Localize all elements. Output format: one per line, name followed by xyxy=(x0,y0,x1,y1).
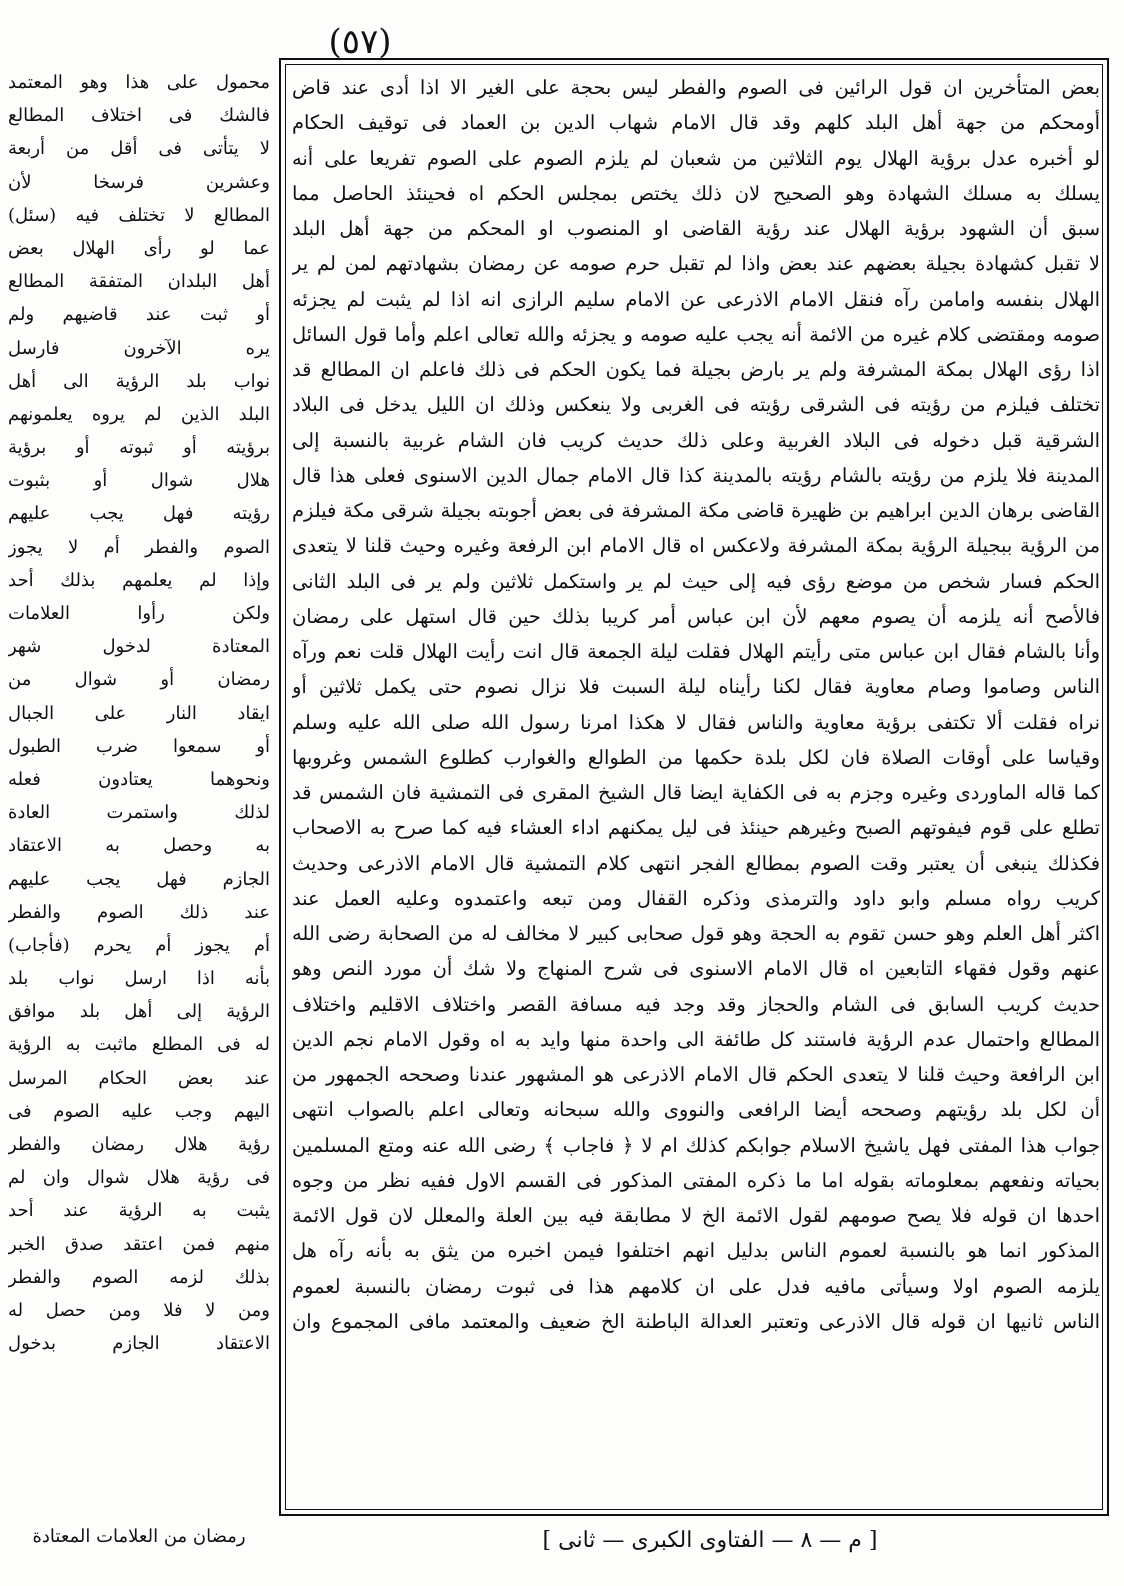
margin-text-line: الجازم فهل يجب عليهم xyxy=(8,868,270,890)
main-text-line: نراه فقلت ألا تكتفى برؤية معاوية والناس فقال لا هكذا امرنا رسول الله صلى الله عليه وسلم xyxy=(292,710,1100,734)
main-text-line: وأنا بالشام فقال ابن عباس متى رأيتم الهلال فقلت ليلة الجمعة قال انت رأيت الهلال قلت نعم ورآه xyxy=(292,640,1100,663)
page-footer: [ م — ٨ — الفتاوى الكبرى — ثانى ] xyxy=(542,1528,878,1553)
page-number: (٥٧) xyxy=(328,22,392,62)
main-text-line: لا تقبل كشهادة بجيلة بعضهم عند بعض واذا لم تقبل حرم صومه عن رمضان بشهادتهم لمن لم ير xyxy=(292,252,1100,276)
margin-text-line: رؤيته فهل يجب عليهم xyxy=(8,503,270,525)
margin-text-line: منهم فمن اعتقد صدق الخبر xyxy=(8,1233,270,1255)
margin-text-line: فالشك فى اختلاف المطالع xyxy=(8,105,270,127)
main-text-line: الشرقية قبل دخوله فى البلاد الغربية وعلى ذلك حديث كريب فان الشام غربية بالنسبة إلى xyxy=(292,428,1100,452)
main-text-line: الهلال بنفسه وامامن رآه فنقل الامام الاذرعى عن الامام سليم الرازى انه اذا لم يثبت لم يجزئه xyxy=(292,287,1100,311)
main-text-line: جواب هذا المفتى فهل ياشيخ الاسلام جوابكم كذلك ام لا ﴿ فاجاب ﴾ رضى الله عنه ومتع المسلمين xyxy=(292,1133,1100,1157)
margin-text-line: اليهم وجب عليه الصوم فى xyxy=(8,1100,270,1122)
margin-text-line: المطالع لا تختلف فيه (سئل) xyxy=(8,204,270,226)
main-text-line: فكذلك ينبغى أن يعتبر وقت الصوم بمطالع الفجر انتهى كلام التمشية قال الامام الاذرعى وحديث xyxy=(292,851,1100,875)
main-text-line: يسلك به مسلك الشهادة وهو الصحيح لان ذلك يختص بمجلس الحكم اه فحينئذ الحاصل مما xyxy=(292,181,1100,205)
margin-catchword: رمضان من العلامات المعتادة xyxy=(32,1526,246,1547)
margin-text-line: لا يتأتى فى أقل من أربعة xyxy=(8,138,270,160)
main-text-line: أن لكل بلد رؤيتهم وصححه أيضا الرافعى والنووى والله سبحانه وتعالى اعلم بالصواب انتهى xyxy=(292,1098,1100,1122)
main-text-line: بعض المتأخرين ان قول الرائين فى الصوم والفطر ليس بحجة على الغير الا اذا أدى عند قاض xyxy=(292,76,1100,99)
margin-text-line: يره الآخرون فارسل xyxy=(8,337,270,359)
margin-text-line: وإذا لم يعلمهم بذلك أحد xyxy=(8,569,270,591)
margin-text-line: الاعتقاد الجازم بدخول xyxy=(8,1333,270,1355)
main-text-column xyxy=(292,70,1100,1339)
margin-text-line: هلال شوال أو بثبوت xyxy=(8,470,270,492)
margin-text-line: بأنه اذا ارسل نواب بلد xyxy=(8,968,270,990)
main-text-line: الحكم فسار شخص من موضع رؤى فيه إلى حيث لم ير واستكمل ثلاثين ولم ير فى البلد الثانى xyxy=(292,569,1100,593)
margin-text-line: الرؤية إلى أهل بلد موافق xyxy=(8,1001,270,1023)
margin-text-column xyxy=(8,66,270,1360)
main-text-line: كريب رواه مسلم وابو داود والترمذى وذكره القفال ومن تبعه واعتمدوه وعليه العمل عند xyxy=(292,886,1100,910)
main-text-line: الناس وصاموا وصام معاوية فقال لكنا رأيناه ليلة السبت فلا نزال نصوم حتى يكمل ثلاثين أو xyxy=(292,675,1100,699)
main-text-line: صومه ومقتضى كلام غيره من الائمة أنه يجب عليه صومه و يجزئه والله تعالى اعلم وأما قول السائل xyxy=(292,322,1100,346)
margin-text-line: بذلك لزمه الصوم والفطر xyxy=(8,1266,270,1288)
main-text-line: وقياسا على أوقات الصلاة فان لكل بلدة حكمها من الطوالع والغوارب كطلوع الشمس وغروبها xyxy=(292,745,1100,769)
margin-text-line: ونحوهما يعتادون فعله xyxy=(8,768,270,790)
main-text-line: كما قاله الماوردى وغيره وجزم به فى الكفاية ايضا قال الشيخ المقرى فى التمشية فان الشمس قد xyxy=(292,781,1100,804)
main-text-line: تطلع على قوم فيفوتهم الصبح وغيرهم حينئذ فى ليل يمكنهم اداء العشاء فيه كما صرح به الاصحاب xyxy=(292,816,1100,840)
margin-text-line: الصوم والفطر أم لا يجوز xyxy=(8,536,270,558)
margin-text-line: أم يجوز أم يحرم (فأجاب) xyxy=(8,934,270,956)
margin-text-line: عما لو رأى الهلال بعض xyxy=(8,237,270,259)
margin-text-line: لذلك واستمرت العادة xyxy=(8,802,270,824)
margin-text-line: أهل البلدان المتفقة المطالع xyxy=(8,271,270,293)
main-text-line: المدينة فلا يلزم من رؤيته بالشام رؤيته بالمدينة كذا قال الامام جمال الدين الاسنوى فعلى هذا قال xyxy=(292,463,1100,487)
main-text-line: بحياته ونفعهم بمعلوماته بقوله اما ما ذكره المفتى المذكور فى القسم الاول ففيه نظر من وجوه xyxy=(292,1168,1100,1192)
margin-text-line: ولكن رأوا العلامات xyxy=(8,603,270,624)
margin-text-line: أو ثبت عند قاضيهم ولم xyxy=(8,304,270,326)
margin-text-line: المعتادة لدخول شهر xyxy=(8,636,270,658)
main-text-line: فالأصح أنه يلزمه أن يصوم معهم لأن ابن عباس أمر كريبا بذلك حين قال استهل على رمضان xyxy=(292,604,1100,628)
main-text-line: ابن الرافعة وحيث قلنا لا يتعدى الحكم قال الامام الاذرعى هو المشهور عندنا وصححه الجمهور من xyxy=(292,1063,1100,1086)
margin-text-line: نواب بلد الرؤية الى أهل xyxy=(8,370,270,392)
main-text-line: اذا رؤى الهلال بمكة المشرفة ولم ير بارض بجيلة فما يكون الحكم فى ذلك فاعلم ان المطالع قد xyxy=(292,358,1100,381)
margin-text-line: ومن لا فلا ومن حصل له xyxy=(8,1299,270,1321)
main-text-line: تختلف فيلزم من رؤيته فى الشرقى رؤيته فى الغربى ولا ينعكس وذلك ان الليل يدخل فى البلاد xyxy=(292,393,1100,417)
margin-text-line: يثبت به الرؤية عند أحد xyxy=(8,1200,270,1222)
main-text-line: سبق أن الشهود برؤية الهلال عند رؤية القاضى او المنصوب او المحكم من جهة أهل البلد xyxy=(292,217,1100,240)
margin-text-line: برؤيته أو ثبوته أو برؤية xyxy=(8,437,270,459)
main-text-line: المطالع واحتمال عدم الرؤية فاستند كل طائفة الى واحدة منها وايد به اه وقول الامام نجم الدين xyxy=(292,1027,1100,1051)
margin-text-line: رؤية هلال رمضان والفطر xyxy=(8,1134,270,1155)
margin-text-line: به وحصل به الاعتقاد xyxy=(8,835,270,857)
margin-text-line: أو سمعوا ضرب الطبول xyxy=(8,735,270,757)
main-text-line: احدها ان قوله فلا يصح صومهم لقول الائمة الخ لا مطابقة فيه بين العلة والمعلل لان قول الائمة xyxy=(292,1204,1100,1227)
main-text-line: من الرؤية ببجيلة الرؤية بمكة المشرفة ولاعكس اه قال الامام ابن الرفعة وغيره وحيث قلنا لا يتعدى xyxy=(292,534,1100,558)
main-text-line: عنهم وقول فقهاء التابعين اه قال الامام الاسنوى فى شرح المنهاج ولا شك أن مورد النص وهو xyxy=(292,957,1100,981)
margin-text-line: البلد الذين لم يروه يعلمونهم xyxy=(8,403,270,425)
main-text-line: الناس ثانيها ان قوله قال الاذرعى وتعتبر العدالة الباطنة الخ ضعيف والمعتمد مافى المجموع وان xyxy=(292,1309,1100,1333)
margin-text-line: عند بعض الحكام المرسل xyxy=(8,1067,270,1089)
margin-text-line: وعشرين فرسخا لأن xyxy=(8,171,270,193)
main-text-line: المذكور انما هو بالنسبة لعموم الناس بدليل انهم اختلفوا فيمن اخبره من يثق به بأنه رآه هل xyxy=(292,1239,1100,1263)
main-text-line: يلزمه الصوم اولا وسيأتى مافيه فدل على ان كلامهم هذا فى ثبوت رمضان بالنسبة لعموم xyxy=(292,1274,1100,1298)
main-text-line: اكثر أهل العلم وهو حسن تقوم به الحجة وهو قول صحابى كبير لا مخالف له من الصحابة رضى الله xyxy=(292,922,1100,945)
margin-text-line: عند ذلك الصوم والفطر xyxy=(8,901,270,923)
margin-text-line: ايقاد النار على الجبال xyxy=(8,702,270,724)
margin-text-line: فى رؤية هلال شوال وان لم xyxy=(8,1167,270,1189)
margin-text-line: رمضان أو شوال من xyxy=(8,669,270,691)
main-text-line: لو أخبره عدل برؤية الهلال يوم الثلاثين من شعبان لم يلزم الصوم على الصوم تفريعا على أنه xyxy=(292,146,1100,170)
main-text-line: حديث كريب السابق فى الشام والحجاز وقد وجد فيه مسافة القصر واختلاف الاقليم واختلاف xyxy=(292,992,1100,1016)
main-text-line: أومحكم من جهة أهل البلد كلهم وقد قال الامام شهاب الدين بن العماد فى توقيف الحكام xyxy=(292,111,1100,135)
margin-text-line: له فى المطلع ماثبت به الرؤية xyxy=(8,1034,270,1056)
main-text-line: القاضى برهان الدين ابراهيم بن ظهيرة قاضى مكة المشرفة فى بعض أجوبته بجيلة شرقى مكة فيلزم xyxy=(292,499,1100,522)
margin-text-line: محمول على هذا وهو المعتمد xyxy=(8,72,270,93)
